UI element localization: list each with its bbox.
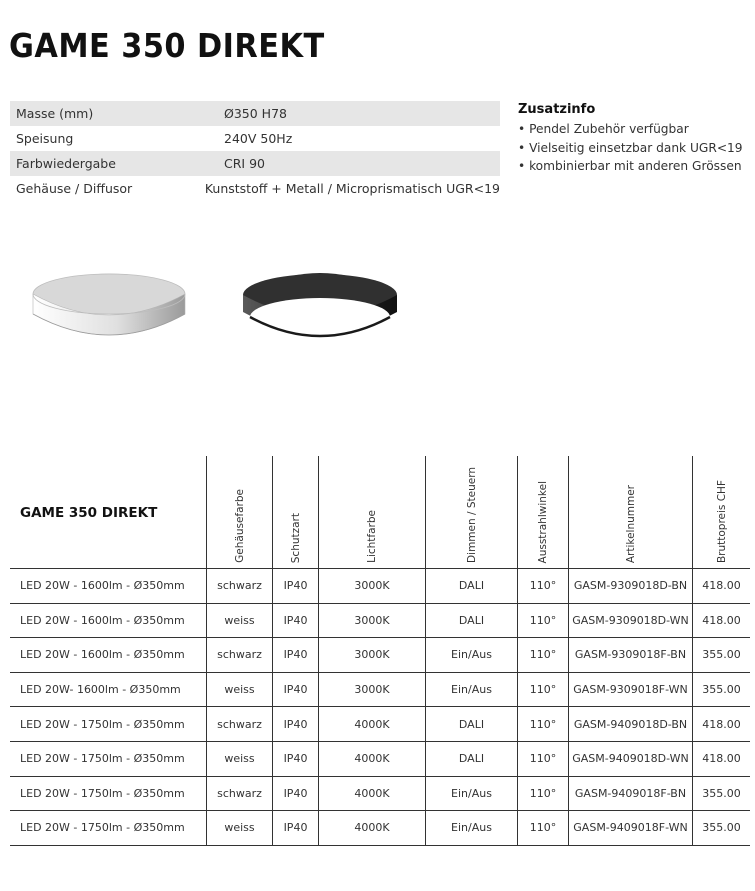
cell-article-number: GASM-9309018F-WN	[568, 673, 692, 707]
cell-dimming: DALI	[425, 707, 517, 741]
additional-info-item: • Vielseitig einsetzbar dank UGR<19	[518, 140, 743, 155]
header-housing-color	[206, 456, 272, 569]
cell-housing-color: schwarz	[206, 638, 272, 672]
cell-beam-angle: 110°	[517, 811, 568, 845]
table-row	[10, 811, 750, 846]
product-table	[10, 456, 750, 846]
cell-beam-angle: 110°	[517, 638, 568, 672]
cell-housing-color: weiss	[206, 673, 272, 707]
cell-protection: IP40	[272, 569, 318, 603]
header-beam-angle	[517, 456, 568, 569]
cell-protection: IP40	[272, 811, 318, 845]
cell-gross-price: 418.00	[692, 707, 750, 741]
table-row	[10, 638, 750, 673]
spec-label: Gehäuse / Diffusor	[16, 181, 133, 196]
table-row	[10, 569, 750, 604]
spec-row-housing	[10, 176, 500, 201]
table-row	[10, 777, 750, 812]
spec-label: Masse (mm)	[16, 106, 94, 121]
cell-gross-price: 355.00	[692, 638, 750, 672]
cell-beam-angle: 110°	[517, 707, 568, 741]
cell-protection: IP40	[272, 707, 318, 741]
cell-housing-color: schwarz	[206, 569, 272, 603]
spec-value: CRI 90	[224, 156, 265, 171]
cell-gross-price: 418.00	[692, 569, 750, 603]
header-dimming	[425, 456, 517, 569]
cell-article-number: GASM-9409018D-BN	[568, 707, 692, 741]
cell-description: LED 20W - 1750lm - Ø350mm	[20, 752, 185, 766]
cell-gross-price: 418.00	[692, 604, 750, 638]
cell-description: LED 20W - 1750lm - Ø350mm	[20, 786, 185, 800]
cell-light-color: 3000K	[318, 604, 425, 638]
spec-row-dimensions	[10, 101, 500, 126]
spec-table	[10, 101, 500, 201]
cell-gross-price: 355.00	[692, 777, 750, 811]
cell-description: LED 20W - 1600lm - Ø350mm	[20, 648, 185, 662]
cell-protection: IP40	[272, 604, 318, 638]
cell-dimming: Ein/Aus	[425, 777, 517, 811]
cell-light-color: 4000K	[318, 811, 425, 845]
cell-protection: IP40	[272, 742, 318, 776]
cell-article-number: GASM-9309018F-BN	[568, 638, 692, 672]
spec-label: Speisung	[16, 131, 74, 146]
cell-description: LED 20W - 1600lm - Ø350mm	[20, 613, 185, 627]
cell-protection: IP40	[272, 673, 318, 707]
header-light-color	[318, 456, 425, 569]
additional-info	[518, 102, 753, 176]
header-label: Gehäusefarbe	[233, 489, 246, 563]
spec-row-power	[10, 126, 500, 151]
cell-light-color: 3000K	[318, 638, 425, 672]
header-label: Lichtfarbe	[366, 510, 378, 563]
header-protection	[272, 456, 318, 569]
cell-gross-price: 355.00	[692, 811, 750, 845]
cell-beam-angle: 110°	[517, 673, 568, 707]
cell-description: LED 20W - 1750lm - Ø350mm	[20, 717, 185, 731]
cell-dimming: DALI	[425, 569, 517, 603]
spec-value: 240V 50Hz	[224, 131, 293, 146]
cell-housing-color: weiss	[206, 604, 272, 638]
cell-gross-price: 355.00	[692, 673, 750, 707]
spec-value: Kunststoff + Metall / Microprismatisch UGR<19	[204, 181, 500, 196]
header-label: Schutzart	[289, 512, 302, 563]
page-title: GAME 350 DIREKT	[9, 26, 325, 65]
cell-article-number: GASM-9409018F-WN	[568, 811, 692, 845]
cell-article-number: GASM-9309018D-WN	[568, 604, 692, 638]
table-title: GAME 350 DIREKT	[20, 505, 158, 521]
cell-housing-color: schwarz	[206, 707, 272, 741]
cell-description: LED 20W - 1750lm - Ø350mm	[20, 821, 185, 835]
cell-light-color: 4000K	[318, 742, 425, 776]
cell-article-number: GASM-9409018D-WN	[568, 742, 692, 776]
additional-info-item: • kombinierbar mit anderen Grössen	[518, 159, 742, 173]
cell-light-color: 3000K	[318, 569, 425, 603]
header-label: Bruttopreis CHF	[715, 479, 728, 563]
cell-light-color: 4000K	[318, 707, 425, 741]
spec-row-color-rendering	[10, 151, 500, 176]
table-row	[10, 742, 750, 777]
cell-dimming: Ein/Aus	[425, 673, 517, 707]
cell-description: LED 20W - 1600lm - Ø350mm	[20, 579, 185, 593]
table-row	[10, 604, 750, 639]
table-row	[10, 673, 750, 708]
table-row	[10, 707, 750, 742]
cell-beam-angle: 110°	[517, 777, 568, 811]
cell-beam-angle: 110°	[517, 742, 568, 776]
additional-info-item: • Pendel Zubehör verfügbar	[518, 122, 689, 136]
cell-housing-color: weiss	[206, 742, 272, 776]
cell-gross-price: 418.00	[692, 742, 750, 776]
cell-dimming: DALI	[425, 604, 517, 638]
cell-description: LED 20W- 1600lm - Ø350mm	[20, 683, 181, 697]
black-lamp-image	[237, 262, 403, 346]
header-article-number	[568, 456, 692, 569]
table-header	[10, 456, 750, 569]
cell-beam-angle: 110°	[517, 604, 568, 638]
table-body	[10, 569, 750, 846]
cell-protection: IP40	[272, 777, 318, 811]
spec-value: Ø350 H78	[224, 106, 287, 121]
header-label: Artikelnummer	[624, 484, 637, 563]
header-label: Ausstrahlwinkel	[537, 480, 549, 563]
cell-light-color: 4000K	[318, 777, 425, 811]
cell-dimming: Ein/Aus	[425, 811, 517, 845]
cell-light-color: 3000K	[318, 673, 425, 707]
cell-dimming: DALI	[425, 742, 517, 776]
cell-article-number: GASM-9409018F-BN	[568, 777, 692, 811]
cell-dimming: Ein/Aus	[425, 638, 517, 672]
cell-housing-color: schwarz	[206, 777, 272, 811]
cell-beam-angle: 110°	[517, 569, 568, 603]
white-lamp-image	[28, 262, 190, 344]
cell-housing-color: weiss	[206, 811, 272, 845]
spec-label: Farbwiedergabe	[16, 156, 116, 171]
cell-protection: IP40	[272, 638, 318, 672]
cell-article-number: GASM-9309018D-BN	[568, 569, 692, 603]
additional-info-title: Zusatzinfo	[518, 102, 596, 117]
header-gross-price	[692, 456, 750, 569]
header-label: Dimmen / Steuern	[465, 467, 478, 563]
